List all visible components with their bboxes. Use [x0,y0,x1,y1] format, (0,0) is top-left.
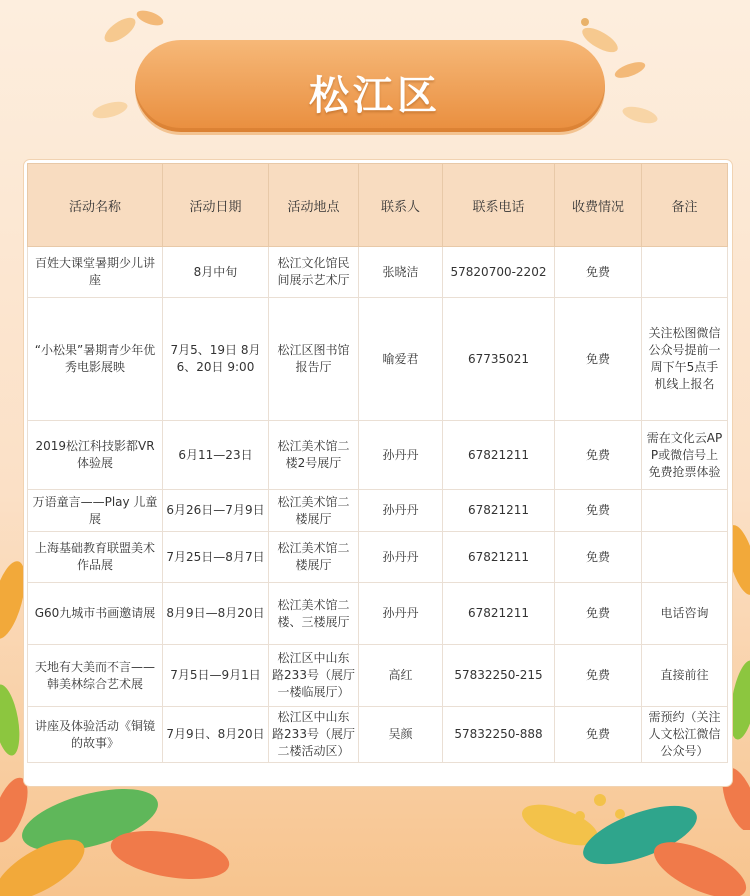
note-cell [642,490,728,532]
note-cell: 关注松图微信公众号提前一周下午5点手机线上报名 [642,298,728,421]
header-activity-date: 活动日期 [163,164,269,247]
header-activity-place: 活动地点 [269,164,359,247]
contact-cell: 孙丹丹 [359,421,443,490]
note-cell [642,247,728,298]
activity-date-cell: 6月26日—7月9日 [163,490,269,532]
contact-cell: 喻爱君 [359,298,443,421]
activity-place-cell: 松江美术馆二楼展厅 [269,490,359,532]
fee-cell: 免费 [555,532,642,583]
activity-date-cell: 7月5、19日 8月6、20日 9:00 [163,298,269,421]
fee-cell: 免费 [555,247,642,298]
activity-name-cell: “小松果”暑期青少年优秀电影展映 [28,298,163,421]
activity-place-cell: 松江美术馆二楼2号展厅 [269,421,359,490]
note-cell: 需预约（关注人文松江微信公众号） [642,707,728,763]
note-cell: 直接前往 [642,645,728,707]
activity-date-cell: 8月中旬 [163,247,269,298]
table-row [28,645,728,707]
activity-table [27,163,728,763]
header-contact: 联系人 [359,164,443,247]
phone-cell: 57820700-2202 [443,247,555,298]
activity-table-card [24,160,732,786]
contact-cell: 孙丹丹 [359,490,443,532]
activity-name-cell: 讲座及体验活动《铜镜的故事》 [28,707,163,763]
note-cell [642,532,728,583]
activity-name-cell: 上海基础教育联盟美术作品展 [28,532,163,583]
activity-date-cell: 8月9日—8月20日 [163,583,269,645]
header-note: 备注 [642,164,728,247]
contact-cell: 孙丹丹 [359,532,443,583]
contact-cell: 吴颜 [359,707,443,763]
district-title: 松江区 [309,73,441,119]
header-activity-name: 活动名称 [28,164,163,247]
table-row [28,490,728,532]
fee-cell: 免费 [555,583,642,645]
activity-place-cell: 松江区图书馆报告厅 [269,298,359,421]
table-header-row [28,164,728,247]
phone-cell: 67821211 [443,490,555,532]
activity-name-cell: 天地有大美而不言——韩美林综合艺术展 [28,645,163,707]
activity-name-cell: 万语童言——Play 儿童展 [28,490,163,532]
activity-date-cell: 7月5日—9月1日 [163,645,269,707]
fee-cell: 免费 [555,490,642,532]
activity-place-cell: 松江文化馆民间展示艺术厅 [269,247,359,298]
activity-place-cell: 松江区中山东路233号（展厅二楼活动区） [269,707,359,763]
contact-cell: 高红 [359,645,443,707]
fee-cell: 免费 [555,645,642,707]
activity-date-cell: 7月9日、8月20日 [163,707,269,763]
header-phone: 联系电话 [443,164,555,247]
phone-cell: 67821211 [443,583,555,645]
activity-name-cell: G60九城市书画邀请展 [28,583,163,645]
contact-cell: 孙丹丹 [359,583,443,645]
activity-place-cell: 松江区中山东路233号（展厅一楼临展厅） [269,645,359,707]
fee-cell: 免费 [555,707,642,763]
activity-date-cell: 6月11—23日 [163,421,269,490]
table-row [28,583,728,645]
fee-cell: 免费 [555,421,642,490]
note-cell: 电话咨询 [642,583,728,645]
phone-cell: 57832250-215 [443,645,555,707]
table-row [28,421,728,490]
activity-place-cell: 松江美术馆二楼、三楼展厅 [269,583,359,645]
table-row [28,298,728,421]
leaf-decoration-bottom [0,780,750,896]
activity-name-cell: 2019松江科技影都VR体验展 [28,421,163,490]
table-row [28,532,728,583]
contact-cell: 张晓洁 [359,247,443,298]
table-row [28,247,728,298]
phone-cell: 67821211 [443,532,555,583]
activity-name-cell: 百姓大课堂暑期少儿讲座 [28,247,163,298]
activity-place-cell: 松江美术馆二楼展厅 [269,532,359,583]
note-cell: 需在文化云APP或微信号上免费抢票体验 [642,421,728,490]
header-fee: 收费情况 [555,164,642,247]
phone-cell: 67821211 [443,421,555,490]
table-row [28,707,728,763]
activity-date-cell: 7月25日—8月7日 [163,532,269,583]
phone-cell: 57832250-888 [443,707,555,763]
phone-cell: 67735021 [443,298,555,421]
fee-cell: 免费 [555,298,642,421]
